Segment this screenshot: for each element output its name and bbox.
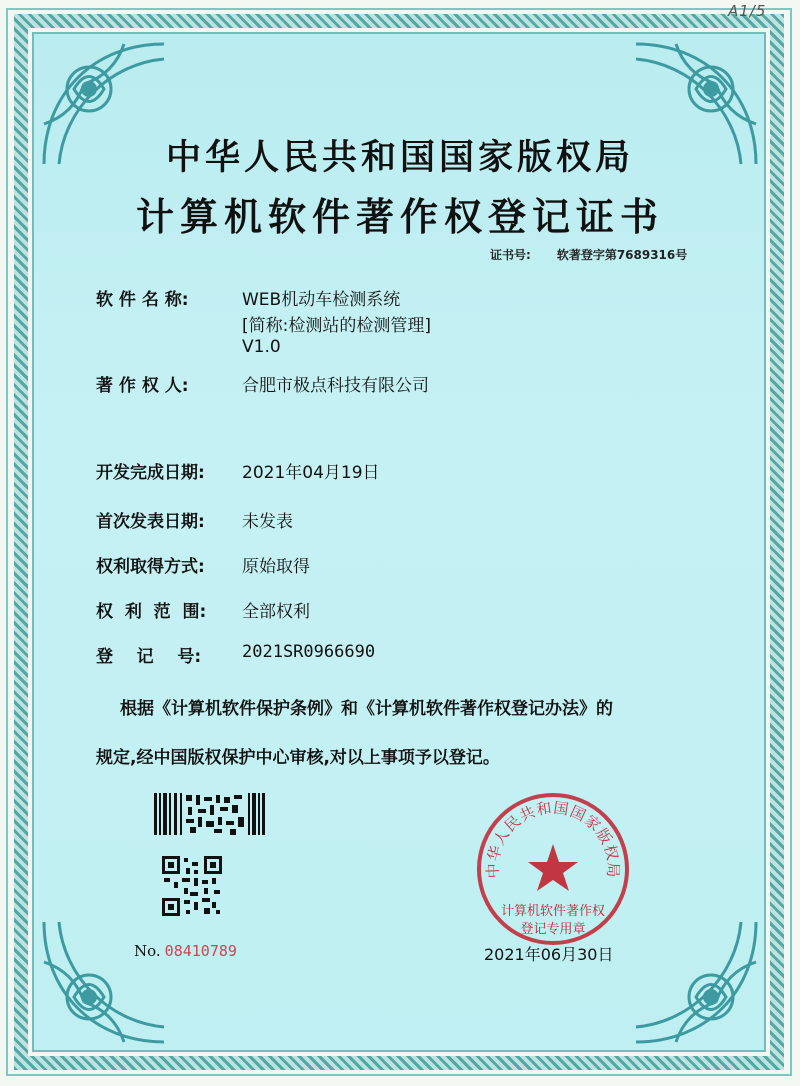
seal-text-line-2: 登记专用章 bbox=[520, 922, 586, 937]
issuing-authority: 中华人民共和国国家版权局 bbox=[165, 138, 634, 178]
acquisition-method-label: 权利取得方式: bbox=[96, 557, 205, 577]
certificate-background bbox=[32, 32, 766, 1052]
issue-date: 2021年06月30日 bbox=[484, 945, 614, 964]
serial-prefix: No. bbox=[134, 942, 161, 960]
qr-code-icon bbox=[162, 856, 222, 916]
serial-number-value: 08410789 bbox=[164, 942, 237, 960]
software-name-label: 软 件 名 称: bbox=[96, 290, 189, 310]
serial-number bbox=[134, 942, 237, 960]
seal-arc-text: 中华人民共和国国家版权局 bbox=[483, 798, 623, 879]
first-publish-date-label: 首次发表日期: bbox=[96, 512, 205, 532]
rights-scope-label: 权 利 范 围: bbox=[96, 602, 207, 622]
certificate-number-label: 证书号: bbox=[490, 248, 531, 262]
seal-text-line-1: 计算机软件著作权 bbox=[500, 904, 605, 919]
registration-number-label: 登 记 号: bbox=[96, 647, 202, 667]
handwritten-note: A1/5 bbox=[728, 2, 767, 20]
completion-date-label: 开发完成日期: bbox=[96, 463, 205, 483]
software-short-name: [简称:检测站的检测管理] bbox=[242, 316, 431, 336]
certificate-title: 计算机软件著作权登记证书 bbox=[135, 195, 664, 239]
certificate-number-value: 软著登字第7689316号 bbox=[556, 248, 688, 262]
completion-date-value: 2021年04月19日 bbox=[242, 463, 380, 483]
copyright-owner-label: 著 作 权 人: bbox=[96, 376, 189, 396]
corner-ornament-bottom-left bbox=[34, 912, 174, 1052]
acquisition-method-value: 原始取得 bbox=[242, 557, 310, 577]
copyright-owner-value: 合肥市极点科技有限公司 bbox=[242, 376, 429, 396]
official-seal bbox=[474, 790, 632, 948]
registration-number-value: 2021SR0966690 bbox=[242, 642, 376, 662]
first-publish-date-value: 未发表 bbox=[242, 512, 293, 532]
software-version: V1.0 bbox=[242, 337, 281, 357]
barcode-icon bbox=[154, 793, 268, 835]
statement-line-2: 规定,经中国版权保护中心审核,对以上事项予以登记。 bbox=[96, 748, 500, 768]
statement-line-1: 根据《计算机软件保护条例》和《计算机软件著作权登记办法》的 bbox=[120, 699, 613, 719]
corner-ornament-bottom-right bbox=[626, 912, 766, 1052]
rights-scope-value: 全部权利 bbox=[242, 602, 310, 622]
software-name-value: WEB机动车检测系统 bbox=[242, 290, 401, 310]
certificate-number bbox=[490, 246, 687, 263]
star-icon bbox=[528, 844, 578, 891]
